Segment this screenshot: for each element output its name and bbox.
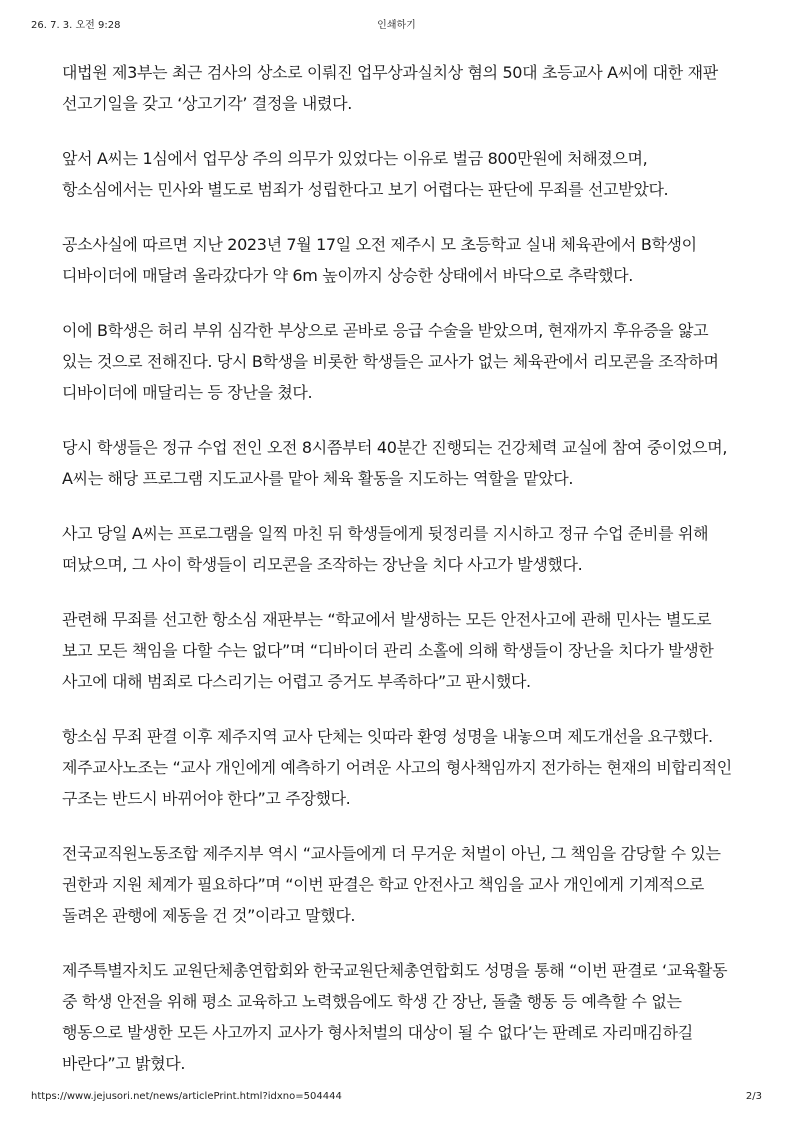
page-number: 2/3 <box>745 1091 762 1102</box>
article-paragraph: 앞서 A씨는 1심에서 업무상 주의 의무가 있었다는 이유로 벌금 800만원에 처해졌으며, 항소심에서는 민사와 별도로 범죄가 성립한다고 보기 어렵다는 판단에 무죄를 선고받았다. <box>62 149 669 199</box>
page-url: https://www.jejusori.net/news/articlePrint.html?idxno=504444 <box>31 1091 342 1102</box>
article-paragraph: 대법원 제3부는 최근 검사의 상소로 이뤄진 업무상과실치상 혐의 50대 초등교사 A씨에 대한 재판 선고기일을 갖고 ‘상고기각’ 결정을 내렸다. <box>62 63 718 113</box>
article-paragraph: 사고 당일 A씨는 프로그램을 일찍 마친 뒤 학생들에게 뒷정리를 지시하고 정규 수업 준비를 위해 떠났으며, 그 사이 학생들이 리모콘을 조작하는 장난을 치다 사고가 발생했다. <box>62 524 709 574</box>
print-footer <box>31 1089 762 1105</box>
article-paragraph: 전국교직원노동조합 제주지부 역시 “교사들에게 더 무거운 처벌이 아닌, 그 책임을 감당할 수 있는 권한과 지원 체계가 필요하다”며 “이번 판결은 학교 안전사고 책임을 교사 개인에게 기계적으로 돌려온 관행에 제동을 건 것”이라고 말했다. <box>62 844 721 925</box>
article-paragraph: 항소심 무죄 판결 이후 제주지역 교사 단체는 잇따라 환영 성명을 내놓으며 제도개선을 요구했다. 제주교사노조는 “교사 개인에게 예측하기 어려운 사고의 형사책임까지 전가하는 현재의 비합리적인 구조는 반드시 바뀌어야 한다”고 주장했다. <box>62 727 732 808</box>
article-body <box>62 57 732 1103</box>
article-paragraph: 당시 학생들은 정규 수업 전인 오전 8시쯤부터 40분간 진행되는 건강체력 교실에 참여 중이었으며, A씨는 해당 프로그램 지도교사를 맡아 체육 활동을 지도하는 역할을 맡았다. <box>62 438 728 488</box>
print-header <box>31 18 762 34</box>
article-paragraph: 이에 B학생은 허리 부위 심각한 부상으로 곧바로 응급 수술을 받았으며, 현재까지 후유증을 앓고 있는 것으로 전해진다. 당시 B학생을 비롯한 학생들은 교사가 없는 체육관에서 리모콘을 조작하며 디바이더에 매달리는 등 장난을 쳤다. <box>62 321 719 402</box>
print-datetime: 26. 7. 3. 오전 9:28 <box>31 20 121 31</box>
article-paragraph: 공소사실에 따르면 지난 2023년 7월 17일 오전 제주시 모 초등학교 실내 체육관에서 B학생이 디바이더에 매달려 올라갔다가 약 6m 높이까지 상승한 상태에서 바닥으로 추락했다. <box>62 235 697 285</box>
article-paragraph: 제주특별자치도 교원단체총연합회와 한국교원단체총연합회도 성명을 통해 “이번 판결로 ‘교육활동 중 학생 안전을 위해 평소 교육하고 노력했음에도 학생 간 장난, 돌출 행동 등 예측할 수 없는 행동으로 발생한 모든 사고까지 교사가 형사처벌의 대상이 될 수 없다’는 판례로 자리매김하길 바란다”고 밝혔다. <box>62 961 728 1073</box>
article-paragraph: 관련해 무죄를 선고한 항소심 재판부는 “학교에서 발생하는 모든 안전사고에 관해 민사는 별도로 보고 모든 책임을 다할 수는 없다”며 “디바이더 관리 소홀에 의해 학생들이 장난을 치다가 발생한 사고에 대해 범죄로 다스리기는 어렵고 증거도 부족하다”고 판시했다. <box>62 610 714 691</box>
print-title: 인쇄하기 <box>377 20 416 31</box>
